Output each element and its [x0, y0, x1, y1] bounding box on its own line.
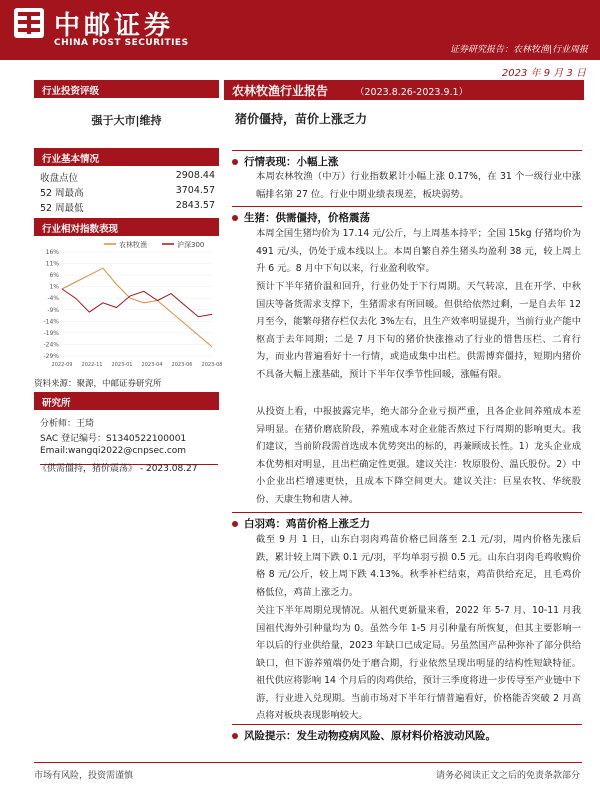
chart-y-tick: -4%: [47, 295, 59, 303]
basic-row: [40, 200, 215, 214]
section-rule: [232, 150, 582, 151]
chart-source: 资料来源：聚源，中邮证券研究所: [34, 379, 162, 389]
section-rule: [232, 724, 582, 725]
legend-label-a: 农林牧渔: [119, 241, 147, 249]
basic-row: [40, 185, 215, 199]
paragraph: 截至 9 月 1 日，山东白羽肉鸡苗价格已回落至 2.1 元/羽，周内价格先涨后跌，累计较上周下跌 0.1 元/羽，平均单羽亏损 0.5 元。山东白羽肉毛鸡收购价格 8 元/公斤，较上周下跌 4.13%。秋季补栏结束，鸡苗供给充足，且毛鸡价格低位，鸡苗上涨乏力。: [256, 534, 581, 598]
basic-row-value: 2908.44: [175, 170, 215, 181]
basic-row-value: 2843.57: [175, 200, 215, 211]
report-period: （2023.8.26-2023.9.1）: [355, 87, 469, 98]
chart-series-line-2: [62, 289, 212, 317]
footer-disclaimer: 请务必阅读正文之后的免责条款部分: [435, 771, 580, 781]
chart-y-tick: -19%: [43, 329, 59, 337]
basic-row: [40, 170, 215, 184]
chart-x-tick: 2023-04: [141, 362, 163, 368]
chart-y-tick: 1%: [49, 283, 59, 291]
research-section-title: 研究所: [34, 392, 219, 410]
footer-rule: [34, 762, 582, 763]
basic-row-label: 52 周最低: [40, 203, 84, 214]
chart-x-tick: 2022-09: [51, 362, 73, 368]
rating-value: 强于大市|维持: [91, 114, 162, 127]
report-subtitle: 猪价僵持，苗价上涨乏力: [235, 112, 368, 126]
related-report-link[interactable]: 《供需僵持，猪价震荡》 - 2023.08.27: [38, 464, 198, 474]
chart-y-tick: -9%: [47, 306, 59, 314]
paragraph: 从投资上看，中报披露完毕，绝大部分企业亏损严重，且各企业间养殖成本差异明显。在猪价磨底阶段，养殖成本对企业能否熬过下行周期的影响更大。我们建议，当前阶段需首选成本优势突出的标的，再兼顾成长性。1）龙头企业成本优势相对明显，且出栏确定性更强。建议关注：牧原股份、温氏股份。2）中小企业出栏增速更快，且成本下降空间更大。建议关注：巨星农牧、华统股份、天康生物和唐人神。: [256, 406, 581, 505]
legend-label-b: 沪深300: [177, 241, 205, 249]
paragraph: 本周农林牧渔（中万）行业指数累计小幅上涨 0.17%，在 31 个一级行业中涨幅排名第 27 位。行业中期业绩表现差，板块弱势。: [256, 171, 581, 200]
section-heading-hog: [232, 210, 370, 225]
analyst-email[interactable]: Email:wangqi2022@cnpsec.com: [40, 446, 187, 456]
chart-y-tick: -29%: [43, 353, 59, 360]
chart-x-tick: 2023-06: [171, 362, 193, 368]
risk-warning-text: 风险提示：发生动物疫病风险、原材料价格波动风险。: [244, 730, 496, 742]
paragraph: 预计下半年猪价温和回升，行业仍处于下行周期。天气转凉，且在开学、中秋国庆等备货需求支撑下，生猪需求有所回暖。但供给依然过剩，一是自去年 12 月至今，能繁母猪存栏仅去化 3%左右，且生产效率明显提升，当前行业产能中枢高于去年同期；二是 7 月下旬的猪价快涨推动了行业的惜售压栏、二育行为，而业内普遍看好十一行情，或造成集中出栏。供需博弈僵持，短期内猪价不具备大幅上涨基础，预计下半年仅季节性回暖，涨幅有限。: [256, 281, 581, 380]
report-date: 2023 年 9 月 3 日: [501, 68, 586, 79]
footer-left-note: 市场有风险，投资需谨慎: [34, 771, 134, 781]
paragraph: 本周全国生猪均价为 17.14 元/公斤，与上周基本持平；全国 15kg 仔猪均价为 491 元/头，仍处于成本线以上。本周自繁自养生猪头均盈利 38 元，较上周上升 6 元。8 月中下旬以来，行业盈利收窄。: [256, 228, 581, 274]
analyst-sac: SAC 登记编号：S1340522100001: [40, 434, 187, 444]
chart-x-tick: 2023-01: [111, 362, 133, 368]
rating-section-title: 行业投资评级: [34, 80, 219, 98]
chart-y-tick: -24%: [43, 341, 59, 349]
relative-index-chart: [34, 238, 223, 373]
basic-row-value: 3704.57: [175, 185, 215, 196]
paragraph: 关注下半年周期兑现情况。从祖代更新量来看，2022 年 5-7 月、10-11 月我国祖代海外引种量均为 0。虽然今年 1-5 月引种量有所恢复，但其主要影响一年以后的行业供给量，2023 年缺口已成定局。另虽然国产品种弥补了部分供给缺口，但下游养殖端仍处于磨合期，行业依然呈现出明显的结构性短缺特征。祖代供应将影响 14 个月后的肉鸡供给，预计三季度将进一步传导至产业链中下游，行业进入兑现期。当前市场对下半年行情普遍看好，价格能否突破 2 月高点将对板块表现影响较大。: [256, 605, 581, 721]
chart-x-tick: 2022-11: [81, 362, 103, 368]
basic-row-label: 收盘点位: [40, 173, 79, 184]
chart-y-tick: 6%: [49, 272, 59, 280]
brand-name-cn: 中邮证券: [54, 11, 175, 41]
brand-logo-icon: [14, 8, 44, 38]
report-title: 农林牧渔行业报告: [232, 84, 329, 98]
risk-warning: [232, 728, 496, 743]
basic-section-title: 行业基本情况: [34, 148, 219, 166]
chart-x-tick: 2023-08: [201, 362, 223, 368]
perf-section-title: 行业相对指数表现: [34, 218, 219, 236]
breadcrumb: 证券研究报告：农林牧渔|行业周报: [449, 45, 588, 55]
section-heading-poultry: [232, 516, 370, 531]
section-rule: [232, 206, 582, 207]
section-heading-text: 白羽鸡：鸡苗价格上涨乏力: [244, 518, 370, 530]
analyst-name: 分析师：王琦: [40, 419, 95, 429]
chart-y-tick: -14%: [43, 318, 59, 326]
basic-row-label: 52 周最高: [40, 188, 84, 199]
section-rule: [232, 512, 582, 513]
chart-y-tick: 16%: [45, 249, 59, 256]
chart-y-tick: 11%: [45, 260, 59, 268]
brand-name-en: CHINA POST SECURITIES: [54, 38, 189, 48]
section-heading-text: 生猪：供需僵持，价格震荡: [244, 212, 370, 224]
section-heading-text: 行情表现：小幅上涨: [244, 156, 339, 168]
section-heading-market: [232, 154, 339, 169]
